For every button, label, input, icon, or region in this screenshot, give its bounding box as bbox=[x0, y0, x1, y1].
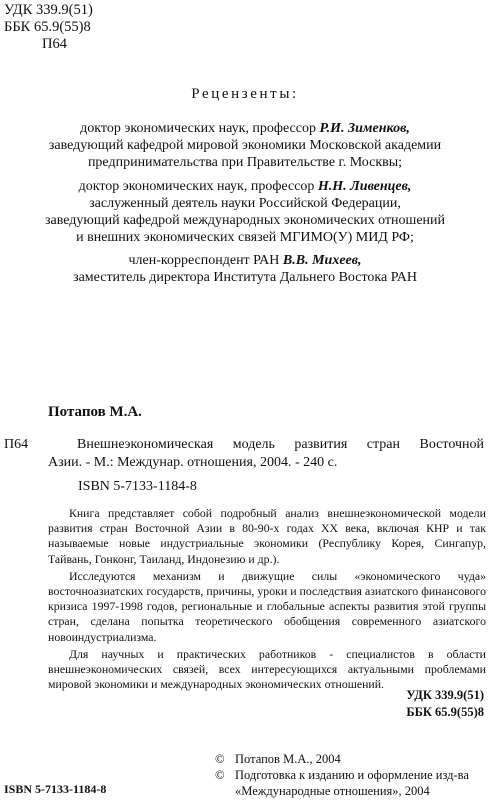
reviewer-2-name: Н.Н. Ливенцев, bbox=[317, 179, 412, 194]
reviewers-heading: Рецензенты: bbox=[191, 86, 299, 102]
reviewer-1-title: доктор экономических наук, профессор Р.И. Зименков, bbox=[80, 121, 410, 136]
reviewer-2-line: заслуженный деятель науки Российской Федерации, bbox=[89, 196, 401, 211]
bbk-code: ББК 65.9(55)8 bbox=[4, 19, 91, 35]
annotation-paragraph: Исследуются механизм и движущие силы «экономического чуда» восточноазиатских государств, причины, уроки и последствия азиатского финансового кризиса 1997-1998 годов, региональные и глобальные аспекты развития этой группы стран, сделана попытка теоретического обобщения современного азиатского новоиндустриализма. bbox=[48, 568, 486, 644]
annotation-paragraph: Книга представляет собой подробный анализ внешнеэкономической модели развития стран Восточной Азии в 80-90-х годах XX века, включая КНР и так называемые новые индустриальные экономики (Республику Корея, Сингапур, Тайвань, Гонконг, Таиланд, Индонезию и др.). bbox=[48, 506, 486, 566]
reviewer-2-line: заведующий кафедрой международных экономических отношений bbox=[44, 213, 446, 228]
footer-isbn: ISBN 5-7133-1184-8 bbox=[4, 782, 107, 796]
reviewer-2 bbox=[0, 178, 490, 246]
catalog-title-line-2: Азии. - М.: Междунар. отношения, 2004. - 240 с. bbox=[48, 455, 338, 470]
reviewer-2-title: доктор экономических наук, профессор Н.Н. Ливенцев, bbox=[78, 179, 412, 194]
reviewer-3-name: В.В. Михеев, bbox=[282, 253, 362, 268]
annotation bbox=[48, 506, 486, 692]
reviewer-1-line: заведующий кафедрой мировой экономики Московской академии bbox=[48, 138, 442, 153]
author-sign-code: П64 bbox=[42, 36, 67, 52]
classification-codes bbox=[4, 2, 93, 53]
copyright-icon: © bbox=[215, 752, 225, 766]
footer-bbk: ББК 65.9(55)8 bbox=[406, 705, 484, 719]
reviewer-3 bbox=[0, 252, 490, 286]
catalog-author: Потапов М.А. bbox=[48, 404, 142, 420]
reviewer-1 bbox=[0, 120, 490, 171]
copyright-line-2: © Подготовка к изданию и оформление изд-ва bbox=[215, 768, 469, 782]
catalog-code: П64 bbox=[4, 437, 29, 452]
reviewer-3-title: член-корреспондент РАН В.В. Михеев, bbox=[128, 253, 362, 268]
footer-codes bbox=[406, 687, 484, 721]
reviewer-3-line: заместитель директора Института Дальнего Востока РАН bbox=[73, 270, 417, 285]
copyright-line-3: «Международные отношения», 2004 bbox=[235, 784, 430, 798]
copyright-icon: © bbox=[215, 768, 225, 782]
catalog-title-line-1: Внешнеэкономическая модель развития стран Восточной bbox=[77, 437, 484, 452]
udk-code: УДК 339.9(51) bbox=[4, 2, 93, 18]
reviewer-2-line: и внешних экономических связей МГИМО(У) МИД РФ; bbox=[76, 230, 414, 245]
reviewer-1-line: предпринимательства при Правительстве г. Москвы; bbox=[87, 155, 403, 170]
catalog-description bbox=[48, 436, 484, 472]
annotation-paragraph: Для научных и практических работников - специалистов в области внешнеэкономических связей, всех интересующихся актуальными проблемами мировой экономики и международных экономических отношений. bbox=[48, 646, 486, 692]
copyright-block bbox=[215, 751, 469, 799]
footer-udk: УДК 339.9(51) bbox=[406, 688, 484, 702]
reviewer-1-name: Р.И. Зименков, bbox=[319, 121, 410, 136]
copyright-line-1: © Потапов М.А., 2004 bbox=[215, 752, 341, 766]
catalog-isbn: ISBN 5-7133-1184-8 bbox=[78, 479, 197, 494]
